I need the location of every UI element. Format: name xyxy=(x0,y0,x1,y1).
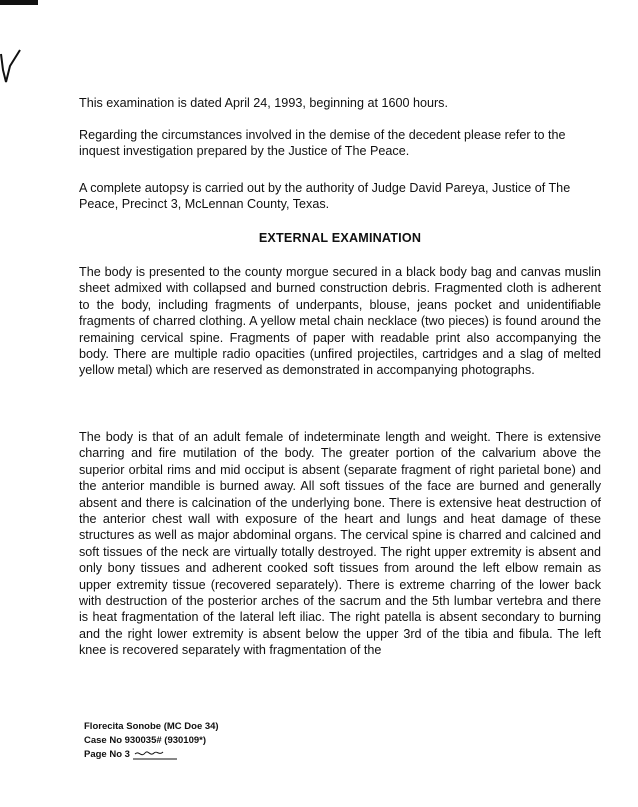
external-exam-paragraph-1: The body is presented to the county morgue secured in a black body bag and canvas muslin sheet admixed with collapsed and burned construction debris. Fragmented cloth is adherent to the body, including fragments of underpants, blouse, jeans pocket and unidentifiable fragments of charred clothing. A yellow metal chain necklace (two pieces) is found around the remaining cervical spine. Fragments of paper with readable print also accompanying the body. There are multiple radio opacities (unfired projectiles, cartridges and a slag of melted yellow metal) which are reserved as demonstrated in accompanying photographs. xyxy=(79,265,601,378)
footer-page-line xyxy=(84,748,219,762)
scan-edge-mark xyxy=(0,0,40,90)
authority-paragraph: A complete autopsy is carried out by the authority of Judge David Pareya, Justice of The Peace, Precinct 3, McLennan County, Texas. xyxy=(79,181,571,212)
footer-case-number: Case No 930035# (930109*) xyxy=(84,735,207,746)
footer-page-number: Page No 3 xyxy=(84,749,130,760)
initials-scribble xyxy=(135,752,163,755)
scan-top-bar xyxy=(0,0,38,5)
footer-decedent-name: Florecita Sonobe (MC Doe 34) xyxy=(84,721,219,732)
page-footer xyxy=(84,720,219,762)
external-exam-paragraph-2: The body is that of an adult female of indeterminate length and weight. There is extensive charring and fire mutilation of the body. The greater portion of the calvarium above the superior orbital rims and mid occiput is absent (separate fragment of right parietal bone) and the anterior mandible is burned away. All soft tissues of the face are burned and generally absent and there is calcination of the underlying bone. There is extensive heat destruction of the anterior chest wall with exposure of the heart and lungs and heat damage of these structures as well as major abdominal organs. The cervical spine is charred and calcined and soft tissues of the neck are virtually totally destroyed. The right upper extremity is absent and only bony tissues and adherent cooked soft tissues from around the left elbow remain as upper extremity tissue (recovered separately). There is extreme charring of the lower back with destruction of the posterior arches of the sacrum and the 5th lumbar vertebra and there is heat fragmentation of the lateral left iliac. The right patella is absent secondary to burning and the right lower extremity is absent below the upper 3rd of the tibia and fibula. The left knee is recovered separately with fragmentation of the xyxy=(79,430,601,658)
exam-date-paragraph: This examination is dated April 24, 1993, beginning at 1600 hours. xyxy=(79,96,448,110)
handwritten-initials xyxy=(133,748,177,760)
section-heading: EXTERNAL EXAMINATION xyxy=(258,231,422,245)
circumstances-paragraph: Regarding the circumstances involved in the demise of the decedent please refer to the inquest investigation prepared by the Justice of The Peace. xyxy=(79,128,566,159)
scan-corner-stroke xyxy=(1,50,20,82)
